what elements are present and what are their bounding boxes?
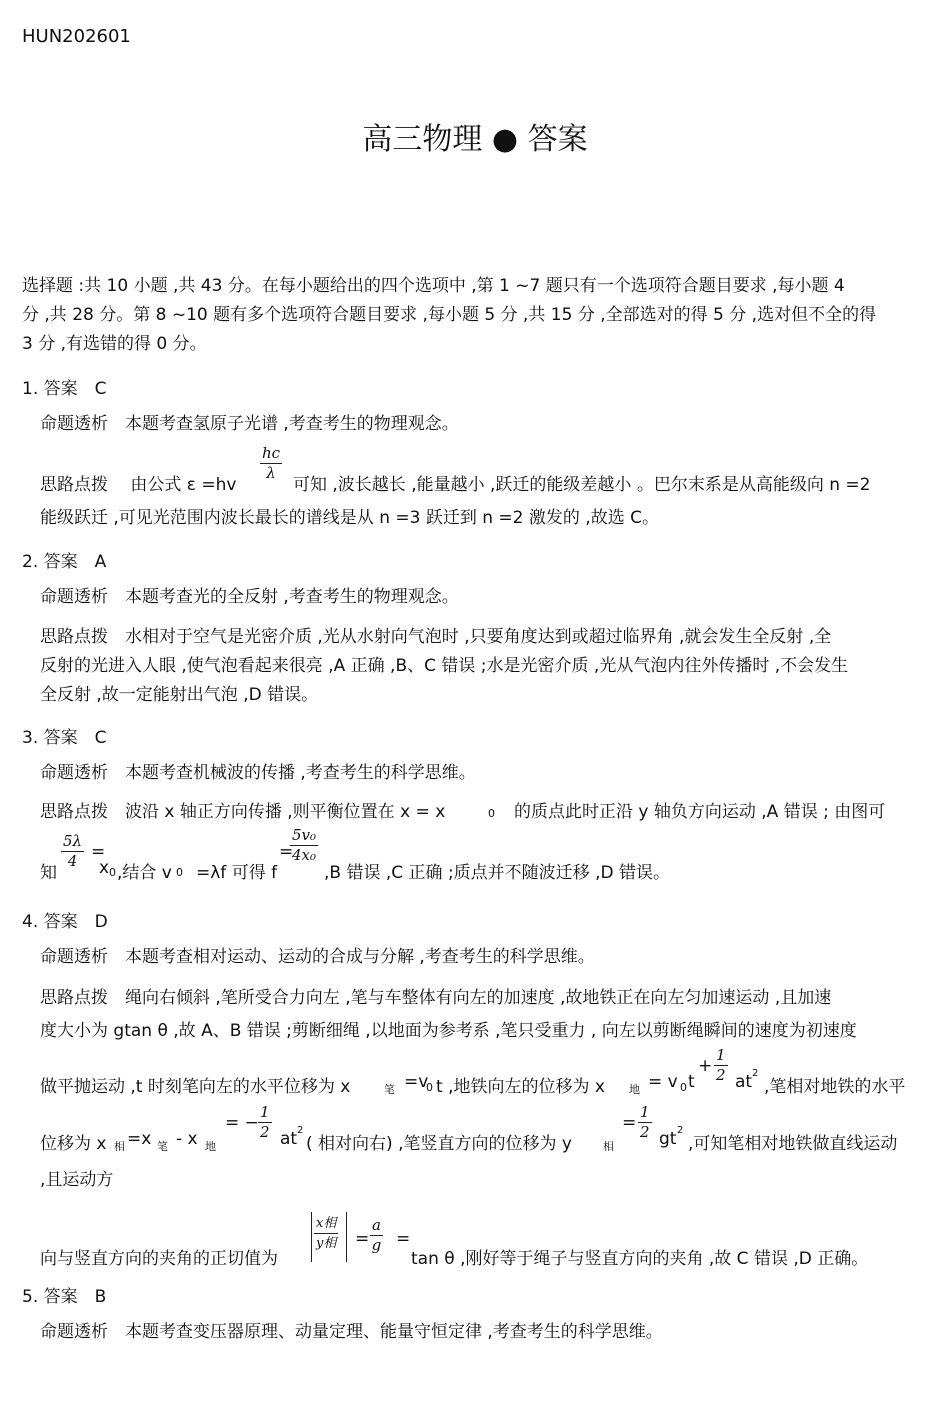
q4-line3e: t: [688, 1072, 695, 1092]
q4-line3g: ,笔相对地铁的水平: [764, 1077, 906, 1097]
q3-eq: =: [91, 842, 106, 862]
q3-x0: x: [99, 858, 110, 878]
q3-eq2: =: [279, 842, 294, 862]
q4-line4f: gt: [659, 1129, 677, 1149]
intro-line: 选择题 :共 10 小题 ,共 43 分。在每小题给出的四个选项中 ,第 1 ~7 题只有一个选项符合题目要求 ,每小题 4: [22, 276, 845, 296]
page-title: 高三物理 ● 答案: [362, 122, 588, 157]
q4-sub-bi2: 笔: [157, 1140, 168, 1153]
q4-half-num: 1: [260, 1103, 270, 1121]
q4-sq2: 2: [297, 1125, 304, 1136]
q4-half-num: 1: [640, 1103, 650, 1121]
q4-ratio: [314, 1214, 338, 1253]
q1-hint-b: 可知 ,波长越长 ,能量越小 ,跃迁的能级差越小 。巴尔末系是从高能级向 n =2: [293, 475, 871, 495]
q3-sub: 0: [488, 807, 495, 820]
q3-v0-sub: 0: [176, 866, 183, 879]
q1-frac-num: hc: [262, 444, 281, 462]
q4-ratio-den: y相: [315, 1236, 337, 1251]
q4-line4b: =x: [127, 1129, 152, 1149]
q4-analysis: 命题透析 本题考查相对运动、运动的合成与分解 ,考查考生的科学思维。: [40, 947, 595, 967]
q4-half-3: [638, 1103, 652, 1142]
q4-ag-num: a: [372, 1216, 381, 1234]
q4-line6a: 向与竖直方向的夹角的正切值为: [40, 1249, 278, 1269]
q4-line3f: at: [735, 1072, 753, 1092]
q4-answer: 4. 答案 D: [22, 912, 108, 932]
q4-sq: 2: [752, 1068, 759, 1079]
q3-frac1-num: 5λ: [63, 832, 83, 850]
q5-answer: 5. 答案 B: [22, 1287, 107, 1307]
q4-half-num: 1: [716, 1046, 726, 1064]
q2-hint-line: 反射的光进入人眼 ,使气泡看起来很亮 ,A 正确 ,B、C 错误 ;水是光密介质 ,光从气泡内往外传播时 ,不会发生: [40, 656, 849, 676]
q4-sub-di: 地: [629, 1083, 640, 1096]
q1-answer: 1. 答案 C: [22, 379, 107, 399]
q3-x0-sub: 0: [109, 866, 116, 879]
intro-paragraph: [22, 272, 932, 359]
q4-hint-line2: 度大小为 gtan θ ,故 A、B 错误 ;剪断细绳 ,以地面为参考系 ,笔只受重力 , 向左以剪断绳瞬间的速度为初速度: [40, 1021, 857, 1041]
q3-analysis: 命题透析 本题考查机械波的传播 ,考查考生的科学思维。: [40, 763, 476, 783]
q3-fraction-1: [61, 832, 84, 871]
q4-sub-di2: 地: [205, 1140, 216, 1153]
q4-line4a: 位移为 x: [40, 1134, 107, 1154]
q3-fraction-2: [290, 826, 318, 865]
q4-sub0: 0: [426, 1081, 433, 1094]
q4-sub-bi: 笔: [384, 1083, 395, 1096]
q4-eq2: =: [622, 1113, 637, 1133]
q3-hint-d: =λf 可得 f: [196, 863, 278, 883]
q3-frac2-num: 5v₀: [292, 826, 317, 844]
q4-line4g: ,可知笔相对地铁做直线运动: [688, 1134, 898, 1154]
q4-sub0b: 0: [680, 1081, 687, 1094]
q4-half-den: 2: [716, 1066, 726, 1084]
q1-hint-c: 能级跃迁 ,可见光范围内波长最长的谱线是从 n =3 跃迁到 n =2 激发的 ,故选 C。: [40, 508, 659, 528]
q4-sq3: 2: [677, 1125, 684, 1136]
q4-line5: ,且运动方: [40, 1170, 114, 1190]
q2-analysis: 命题透析 本题考查光的全反射 ,考查考生的物理观念。: [40, 587, 459, 607]
q4-half-den: 2: [640, 1123, 650, 1141]
q4-line4c: - x: [176, 1129, 198, 1149]
q4-line4e: ( 相对向右) ,笔竖直方向的位移为 y: [306, 1134, 572, 1154]
q4-plus: +: [698, 1056, 713, 1076]
q1-analysis: 命题透析 本题考查氢原子光谱 ,考查考生的物理观念。: [40, 414, 459, 434]
abs-bar-right: [346, 1212, 347, 1262]
q4-ag-den: g: [371, 1236, 382, 1254]
q1-frac-den: λ: [266, 464, 276, 482]
q4-eq3: =: [355, 1229, 370, 1249]
q4-line6b: tan θ ,刚好等于绳子与竖直方向的夹角 ,故 C 错误 ,D 正确。: [411, 1249, 869, 1269]
q3-hint-e: ,B 错误 ,C 正确 ;质点并不随波迁移 ,D 错误。: [324, 863, 670, 883]
q2-hint-line: 思路点拨 水相对于空气是光密介质 ,光从水射向气泡时 ,只要角度达到或超过临界角 ,就会发生全反射 ,全: [40, 627, 832, 647]
q3-hint-c: ,结合 v: [117, 863, 172, 883]
q4-eq4: =: [396, 1229, 411, 1249]
q4-line3a: 做平抛运动 ,t 时刻笔向左的水平位移为 x: [40, 1077, 351, 1097]
q3-hint-a: 思路点拨 波沿 x 轴正方向传播 ,则平衡位置在 x = x: [40, 802, 446, 822]
q4-hint-line1: 思路点拨 绳向右倾斜 ,笔所受合力向左 ,笔与车整体有向左的加速度 ,故地铁正在向左匀加速运动 ,且加速: [40, 988, 832, 1008]
q4-sub-xiang: 相: [114, 1140, 125, 1153]
intro-line: 分 ,共 28 分。第 8 ~10 题有多个选项符合题目要求 ,每小题 5 分 ,共 15 分 ,全部选对的得 5 分 ,选对但不全的得: [22, 305, 877, 325]
intro-line: 3 分 ,有选错的得 0 分。: [22, 334, 207, 354]
q4-line3c: t ,地铁向左的位移为 x: [436, 1077, 605, 1097]
q3-frac2-den: 4x₀: [292, 846, 317, 864]
q3-hint-b: 的质点此时正沿 y 轴负方向运动 ,A 错误 ; 由图可: [514, 802, 886, 822]
q5-analysis: 命题透析 本题考查变压器原理、动量定理、能量守恒定律 ,考查考生的科学思维。: [40, 1322, 663, 1342]
q4-line3d: = v: [648, 1072, 678, 1092]
q4-line3b: =v: [404, 1072, 429, 1092]
q4-half-den: 2: [260, 1123, 270, 1141]
q4-half-1: [714, 1046, 728, 1085]
q3-answer: 3. 答案 C: [22, 728, 107, 748]
q4-ag: [370, 1216, 383, 1255]
q2-answer: 2. 答案 A: [22, 552, 107, 572]
q4-ratio-num: x相: [314, 1214, 338, 1234]
document-code: HUN202601: [22, 26, 131, 47]
abs-bar-left: [311, 1212, 312, 1262]
q1-hint-a: 思路点拨 由公式 ε =hv: [40, 475, 237, 495]
q4-half-2: [258, 1103, 272, 1142]
q2-hint-line: 全反射 ,故一定能射出气泡 ,D 错误。: [40, 685, 319, 705]
q4-sub-xiang2: 相: [603, 1140, 614, 1153]
q3-zhi: 知: [40, 863, 57, 883]
q4-line4d: at: [280, 1129, 298, 1149]
q1-fraction: [260, 444, 282, 483]
q3-frac1-den: 4: [67, 852, 78, 870]
q4-minus: = −: [225, 1113, 259, 1133]
